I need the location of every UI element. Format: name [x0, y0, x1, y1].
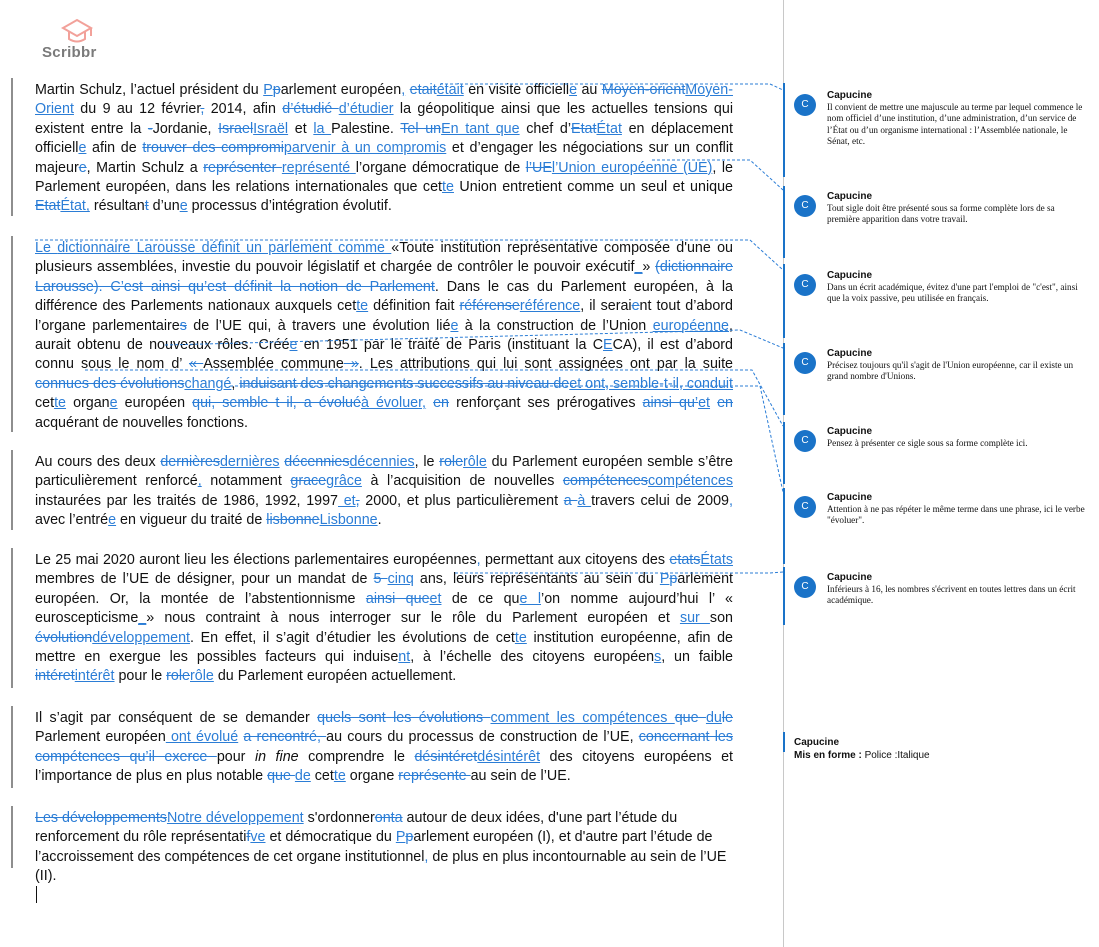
deleted-text: l’UE [525, 159, 552, 176]
inserted-text: un parlement comme [246, 240, 392, 256]
body-text: en visite officiell [463, 82, 570, 98]
inserted-text: e [569, 82, 578, 98]
body-text: européen [117, 395, 193, 412]
body-text: , [231, 375, 240, 392]
inserted-text: P [263, 82, 273, 98]
deleted-text: 5 [373, 571, 388, 588]
deleted-text: induisant des changements successifs au niveau de [239, 375, 570, 392]
inserted-text: changé [184, 375, 232, 392]
body-text: arlement européen (I), et d'autre part l’étude de l’accroissement des compétences de cet organe institutionnel [35, 829, 713, 865]
body-text: de plus en plus incontournable au sein de l’UE (II). [35, 848, 727, 885]
inserted-text: rôle [463, 454, 487, 470]
inserted-text: s [654, 649, 662, 666]
comment-bar [783, 422, 785, 484]
deleted-text: compétences [562, 473, 648, 490]
inserted-text: État, [60, 198, 90, 215]
avatar: C [794, 94, 816, 116]
inserted-text: cinq [387, 571, 414, 588]
body-text: définition fait [368, 298, 460, 315]
body-text: 2000, et plus particulièrement [359, 492, 564, 509]
body-text: . [377, 512, 382, 529]
inserted-text: décennies [349, 454, 415, 470]
body-text: » [642, 259, 656, 276]
inserted-text: et [338, 492, 356, 509]
inserted-text: Notre développement [166, 810, 304, 826]
deleted-text: qui, semble t il, a évolué [192, 395, 361, 412]
body-text: instaurées par les traités de 1986, 1992, 1997 [35, 492, 338, 509]
inserted-text: rôle [190, 668, 214, 685]
comment-text: Précisez toujours qu'il s'agit de l'Union européenne, car il existe un grand nombre d'Unions. [827, 360, 1074, 382]
inserted-text: parvenir à un compromis [283, 140, 447, 157]
body-text: en vigueur du traité de [116, 512, 267, 529]
inserted-text: , [401, 82, 406, 98]
body-text: pour le [114, 668, 167, 685]
comment-text: Pensez à présenter ce sigle sous sa forme complète ici. [827, 438, 1028, 448]
body-text: pour [216, 748, 255, 765]
inserted-text: te [333, 768, 346, 785]
comment-author: Capucine [827, 572, 873, 583]
inserted-text: désintérêt [477, 748, 541, 765]
inserted-text: grâce [326, 473, 362, 490]
inserted-text: de [294, 768, 311, 785]
body-text: à la construction de l’Union [458, 317, 653, 334]
deleted-text: Les développements [35, 810, 167, 826]
body-text: au cours du processus de construction de l’UE, [326, 729, 639, 746]
deleted-text: « [188, 356, 204, 373]
deleted-text: » [343, 356, 359, 373]
body-text: comprendre le [298, 748, 415, 765]
deleted-text: le [721, 710, 733, 726]
inserted-text: référence [519, 298, 581, 315]
body-text: son [709, 610, 733, 627]
deleted-text: , [355, 492, 360, 509]
inserted-text: à évoluer, [360, 395, 427, 412]
body-text: autour de deux idées, d'une part l’étude du renforcement du rôle représentati [35, 810, 678, 846]
body-text: ans, leurs représentants au sein du [413, 571, 660, 588]
body-text: afin de [86, 140, 143, 157]
body-text: 2014, afin [204, 101, 283, 118]
inserted-text: et [429, 590, 442, 607]
deleted-text: - [147, 120, 153, 137]
deleted-text: Israel [218, 120, 254, 137]
body-text: du Parlement européen actuellement. [213, 668, 457, 685]
comment-author: Capucine [827, 270, 873, 281]
inserted-text: Israël [253, 120, 289, 137]
body-text: «Toute institution représentative composée d'une ou plusieurs assemblées, investie du pouvoir législatif et chargée de contrôler le pouvoir exécutif [35, 240, 734, 276]
comment-text: Tout sigle doit être présenté sous sa forme complète lors de sa première apparition dans votre travail. [827, 203, 1055, 225]
body-text: d’un [148, 198, 180, 215]
avatar: C [794, 430, 816, 452]
inserted-text: , [424, 848, 429, 865]
body-text: Il s’agit par conséquent de se demander [35, 710, 318, 726]
comment-text: Attention à ne pas répéter le même terme dans une phrase, ici le verbe "évoluer". [827, 504, 1085, 526]
body-text: Union entretient comme un seul et unique [453, 179, 733, 196]
body-text: nt tout d’abord l’organe parlementaire [35, 298, 733, 334]
deleted-text: lisbonne [266, 512, 320, 529]
deleted-text: représenter [203, 159, 282, 176]
body-text: , un faible [661, 649, 734, 666]
body-text: cet [35, 395, 55, 412]
body-text: notamment [201, 473, 291, 490]
body-text: , le Parlement européen, dans les relations internationales que cet [35, 159, 733, 196]
inserted-text: e [179, 198, 188, 215]
deleted-text: p [272, 82, 281, 98]
inserted-text: e [109, 395, 118, 412]
comment-author: Capucine [827, 90, 873, 101]
deleted-text: que [267, 768, 295, 785]
inserted-text: te [442, 179, 454, 196]
body-text: Au cours des deux [35, 454, 161, 470]
inserted-text: sur [679, 610, 710, 627]
body-text: , aurait obtenu de nouveaux rôles. Créé [35, 317, 733, 354]
body-text: résultan [89, 198, 145, 215]
body-text: Jordanie, [152, 120, 219, 137]
deleted-text: dernières [160, 454, 220, 470]
deleted-text: quels sont les évolutions [317, 710, 491, 726]
inserted-text: compétences [647, 473, 733, 490]
body-text: CA), il est d’abord connu sous le nom d’ [35, 337, 733, 373]
deleted-text: p [669, 571, 678, 588]
inserted-text: te [54, 395, 67, 412]
body-text: la géopolitique ainsi que les actuelles tensions qui existent entre la [35, 101, 733, 137]
inserted-text: État [596, 120, 622, 137]
body-text: de l’UE qui, à travers une évolution lié [186, 317, 451, 334]
body-text: Martin Schulz, l’actuel président du [35, 82, 264, 98]
deleted-text: e [631, 298, 640, 315]
deleted-text: ainsi que [365, 590, 430, 607]
body-text: membres de l’UE de désigner, pour un mandat de [35, 571, 374, 588]
body-text: à l’acquisition de nouvelles [361, 473, 563, 490]
deleted-text: Moyen-orient [601, 82, 686, 98]
inserted-text: et [698, 395, 711, 412]
avatar: C [794, 274, 816, 296]
inserted-text: En tant que [441, 120, 520, 137]
body-text: chef d’ [519, 120, 572, 137]
body-text: Parlement européen [35, 729, 166, 746]
body-text: au sein de l’UE. [470, 768, 571, 785]
deleted-text: onta [374, 810, 403, 826]
body-text: acquérant de nouvelles fonctions. [35, 414, 249, 431]
comment-author: Capucine [827, 492, 873, 503]
body-text: arlement européen [280, 82, 402, 98]
inserted-text: , [197, 473, 202, 490]
deleted-text: role [166, 668, 191, 685]
format-label: Mis en forme : [794, 750, 862, 761]
body-text: des citoyens européens et l’importance de plus en plus notable [35, 748, 733, 785]
inserted-text: E [603, 337, 613, 354]
body-text: arlement européen. Or, la montée de l’abstentionnisme [35, 571, 733, 607]
body-text: en 1951 par le traité de Paris (instituant la C [297, 337, 604, 354]
deleted-text: etait [409, 82, 437, 98]
deleted-text: grace [290, 473, 327, 490]
deleted-text: référense [459, 298, 520, 315]
inserted-text: ve [250, 829, 266, 846]
inserted-text: Lisbonne [319, 512, 378, 529]
deleted-text: Etat [571, 120, 597, 137]
comment-bar [783, 186, 785, 258]
deleted-text: , [200, 101, 205, 118]
inserted-text: e [450, 317, 459, 334]
comment-author: Capucine [827, 426, 873, 437]
deleted-text: (dictionnaire Larousse). C’est ainsi qu’est définit la notion de Parlement [35, 259, 733, 295]
italic-text: in fine [254, 748, 299, 765]
deleted-text: f [246, 829, 251, 846]
deleted-text: p [405, 829, 414, 846]
inserted-text: États [700, 552, 733, 568]
deleted-text: ainsi qu’ [642, 395, 699, 412]
inserted-text: dernières [219, 454, 280, 470]
body-text: . Les attributions qui lui sont assignées ont par la suite [358, 356, 733, 373]
deleted-text: trouver des compromi [142, 140, 284, 157]
deleted-text: désintéret [414, 748, 478, 765]
inserted-text: P [395, 829, 406, 846]
inserted-text: dictionnaire Larousse définit [57, 240, 247, 256]
body-text: s'ordonner [303, 810, 375, 826]
deleted-text: décennies [284, 454, 350, 470]
body-text: organe [345, 768, 399, 785]
format-bar [783, 732, 785, 752]
format-detail [794, 749, 1084, 762]
deleted-text: Tel un [400, 120, 442, 137]
body-text: . En effet, il s’agit d’étudier les évolutions de cet [190, 629, 515, 646]
avatar: C [794, 576, 816, 598]
inserted-text: te [514, 629, 527, 646]
body-text: et [288, 120, 314, 137]
deleted-text: connues des évolutions [35, 375, 185, 392]
deleted-text: que [674, 710, 706, 726]
inserted-text: et ont, semble-t-il, conduit [569, 375, 734, 392]
comment-bar [783, 83, 785, 177]
body-text: » nous contraint à nous interroger sur le rôle du Parlement européen et [146, 610, 680, 627]
body-text: de ce qu [441, 590, 520, 607]
deleted-text: a [563, 492, 578, 509]
body-text: en déplacement officiell [35, 120, 733, 157]
deleted-text: e [78, 159, 87, 176]
body-text: , Martin Schulz a [86, 159, 204, 176]
body-text: avec l’entré [35, 512, 109, 529]
comment-bar [783, 343, 785, 415]
comment-author: Capucine [827, 191, 873, 202]
avatar: C [794, 352, 816, 374]
inserted-text: comment les compétences [490, 710, 675, 726]
body-text: Le 25 mai 2020 auront lieu les élections parlementaires européennes [35, 552, 477, 568]
body-text: au [577, 82, 602, 98]
body-text: du Parlement européen semble s’être particulièrement renforcé [35, 454, 733, 490]
body-text: cet [310, 768, 334, 785]
body-text: travers celui de 2009 [591, 492, 729, 509]
inserted-text: ont évolué [165, 729, 239, 746]
inserted-text: développement [92, 629, 191, 646]
body-text: Assemblée commune [203, 356, 344, 373]
deleted-text: concernant les compétences qu’il exerce [35, 729, 733, 765]
scribbr-logo-text: Scribbr [42, 44, 97, 61]
body-text: processus d’intégration évolutif. [187, 198, 392, 215]
inserted-text: à [577, 492, 592, 509]
deleted-text: représente [398, 768, 471, 785]
format-value: Police :Italique [864, 750, 930, 761]
inserted-text: nt [398, 649, 411, 666]
body-text: . Dans le cas du Parlement européen, à la différence des Parlements nationaux auxquels cet [35, 278, 733, 315]
body-text: ’on nomme aujourd’hui l’ « euroscepticisme [35, 590, 733, 627]
inserted-text: , [476, 552, 481, 568]
inserted-text: du [705, 710, 722, 726]
inserted-text: Le [35, 240, 58, 256]
deleted-text: role [439, 454, 464, 470]
format-change-note[interactable] [794, 736, 1084, 762]
inserted-text: , [728, 492, 733, 509]
inserted-text: l’Union européenne (UE) [551, 159, 713, 176]
comment-text: Il convient de mettre une majuscule au terme par lequel commence le nom officiel d’une institution, d’une administration, d’un service de l’État ou d’un organisme international : l’Assemblée nationale, le Sénat, etc. [827, 102, 1083, 147]
comment-text: Dans un écrit académique, évitez d'une part l'emploi de "c'est", ainsi que la voix passive, peu utilisée en français. [827, 282, 1078, 304]
body-text: organ [66, 395, 110, 412]
inserted-text: représenté [281, 159, 356, 176]
inserted-text: P [659, 571, 670, 588]
comment-text: Inférieurs à 16, les nombres s'écrivent en toutes lettres dans un écrit académique. [827, 584, 1076, 606]
inserted-text: _ [634, 259, 643, 276]
body-text: institution européenne, afin de mettre en exergue les possibles facteurs qui induise [35, 629, 733, 666]
inserted-text: e [108, 512, 117, 529]
body-text: et démocratique du [265, 829, 396, 846]
inserted-text: d’étudier [338, 101, 394, 118]
body-text: renforçant ses prérogatives [449, 395, 643, 412]
avatar: C [794, 496, 816, 518]
body-text: , à l’échelle des citoyens européen [410, 649, 655, 666]
inserted-text: e [78, 140, 87, 157]
deleted-text: intéret [35, 668, 75, 685]
inserted-text: _ [138, 610, 147, 627]
inserted-text: e l [519, 590, 542, 607]
inserted-text: était [436, 82, 464, 98]
inserted-text: la [313, 120, 332, 137]
format-author: Capucine [794, 737, 840, 748]
body-text: , il serai [580, 298, 632, 315]
comment-bar [783, 567, 785, 625]
comment-bar [783, 488, 785, 564]
body-text: Palestine. [331, 120, 401, 137]
deleted-text: en [717, 395, 733, 412]
body-text: , le [414, 454, 440, 470]
avatar: C [794, 195, 816, 217]
deleted-text: Etat [35, 198, 61, 215]
body-text: et d’engager les négociations sur un conflit majeur [35, 140, 733, 176]
deleted-text: a rencontré, [243, 729, 327, 746]
body-text: permettant aux citoyens des [480, 552, 670, 568]
deleted-text: évolution [35, 629, 93, 646]
deleted-text: etats [669, 552, 701, 568]
inserted-text: intérêt [74, 668, 115, 685]
comment-author: Capucine [827, 348, 873, 359]
deleted-text: d’étudié [282, 101, 339, 118]
comment-bar [783, 264, 785, 338]
body-text: l’organe démocratique de [355, 159, 526, 176]
deleted-text: s [179, 317, 187, 334]
inserted-text: Moyen-Orient [35, 82, 733, 118]
inserted-text: européenne [652, 317, 730, 334]
deleted-text: en [433, 395, 450, 412]
inserted-text: te [356, 298, 369, 315]
deleted-text: t [144, 198, 149, 215]
inserted-text: e [289, 337, 298, 354]
body-text: du 9 au 12 février [73, 101, 201, 118]
